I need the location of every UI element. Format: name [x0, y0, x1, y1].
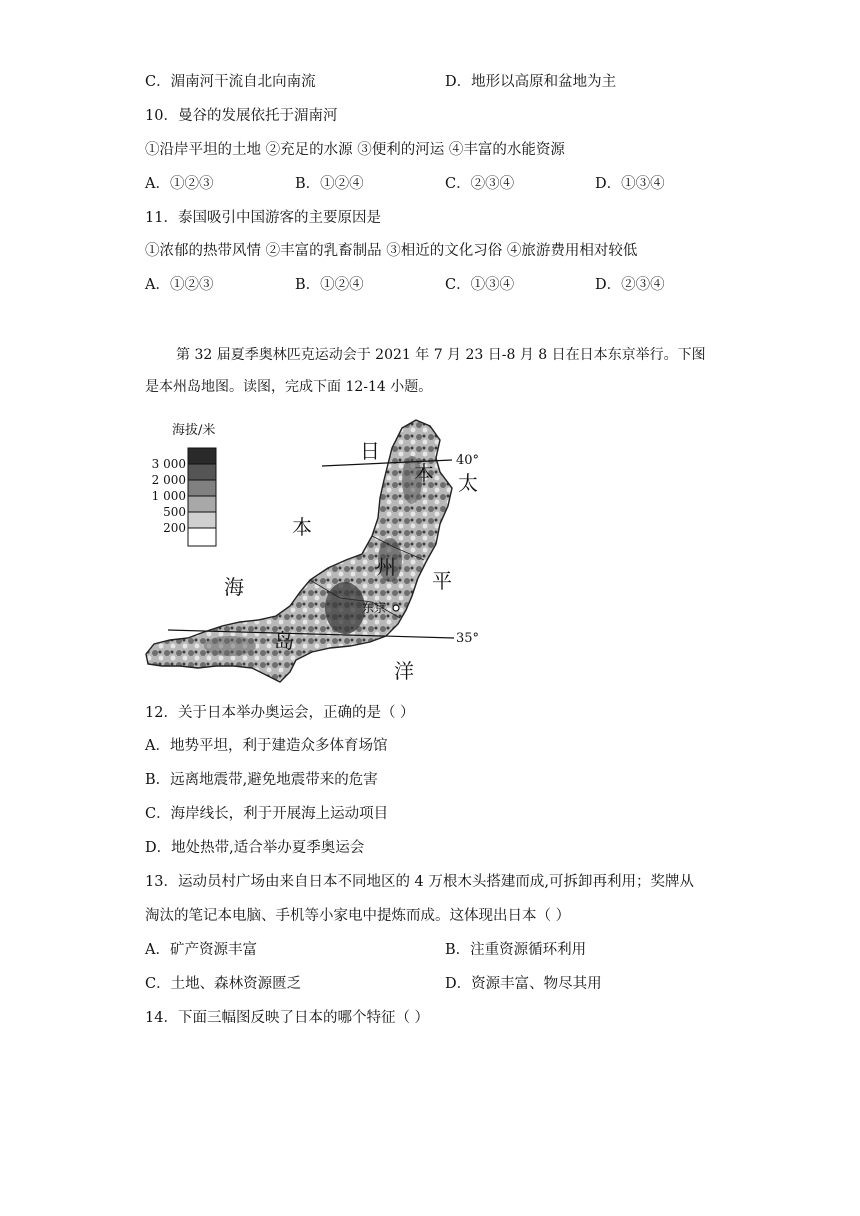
- q10-items: ①沿岸平坦的土地 ②充足的水源 ③便利的河运 ④丰富的水能资源: [145, 142, 565, 158]
- label-yang: 洋: [394, 659, 414, 683]
- legend-swatch-5: [188, 512, 216, 528]
- label-hai: 海: [224, 575, 244, 599]
- q13-option-b: B．注重资源循环利用: [445, 942, 587, 958]
- label-ben-pacific: 本: [414, 461, 434, 485]
- label-ping: 平: [432, 569, 452, 593]
- q10-stem: 10．曼谷的发展依托于湄南河: [145, 108, 338, 124]
- intro-line-1: 第 32 届夏季奥林匹克运动会于 2021 年 7 月 23 日-8 月 8 日在日本东京举行。下图: [176, 347, 706, 363]
- legend-level-500: 500: [163, 505, 186, 519]
- q13-option-c: C．土地、森林资源匮乏: [145, 976, 302, 992]
- q9-option-c: C．湄南河干流自北向南流: [145, 74, 316, 90]
- q12-stem: 12．关于日本举办奥运会，正确的是（ ）: [145, 705, 415, 721]
- q13-stem-line-2: 淘汰的笔记本电脑、手机等小家电中提炼而成。这体现出日本（ ）: [145, 908, 571, 924]
- q13-stem-line-1: 13．运动员村广场由来自日本不同地区的 4 万根木头搭建而成,可拆卸再利用；奖牌从: [145, 874, 695, 890]
- intro-line-2: 是本州岛地图。读图，完成下面 12-14 小题。: [145, 379, 433, 395]
- q10-option-a: A．①②③: [145, 176, 214, 192]
- q11-option-a: A．①②③: [145, 277, 214, 293]
- q9-option-d: D．地形以高原和盆地为主: [445, 74, 617, 90]
- q13-option-a: A．矿产资源丰富: [145, 942, 257, 958]
- q10-option-b: B．①②④: [295, 176, 364, 192]
- q10-option-d: D．①③④: [595, 176, 665, 192]
- q12-option-d: D．地处热带,适合举办夏季奥运会: [145, 840, 365, 856]
- legend-level-3000: 3 000: [151, 457, 186, 471]
- latitude-40-label: 40°: [456, 453, 480, 468]
- legend-swatch-1: [188, 448, 216, 464]
- legend-swatch-6: [188, 528, 216, 546]
- q14-stem: 14．下面三幅图反映了日本的哪个特征（ ）: [145, 1010, 430, 1026]
- legend-swatch-4: [188, 496, 216, 512]
- honshu-map: [140, 410, 500, 700]
- label-tai: 太: [458, 471, 478, 495]
- elevation-legend: [152, 448, 216, 546]
- q11-items: ①浓郁的热带风情 ②丰富的乳畜制品 ③相近的文化习俗 ④旅游费用相对较低: [145, 243, 638, 259]
- q11-option-d: D．②③④: [595, 277, 665, 293]
- label-dao: 岛: [274, 629, 294, 653]
- q12-option-c: C．海岸线长，利于开展海上运动项目: [145, 806, 389, 822]
- label-ri: 日: [360, 439, 380, 463]
- q11-option-b: B．①②④: [295, 277, 364, 293]
- legend-level-2000: 2 000: [151, 473, 186, 487]
- q12-option-b: B．远离地震带,避免地震带来的危害: [145, 772, 378, 788]
- legend-swatch-2: [188, 464, 216, 480]
- q11-option-c: C．①③④: [445, 277, 515, 293]
- q10-option-c: C．②③④: [445, 176, 515, 192]
- label-zhou: 州: [376, 555, 396, 579]
- q12-option-a: A．地势平坦，利于建造众多体育场馆: [145, 738, 388, 754]
- q13-option-d: D．资源丰富、物尽其用: [445, 976, 602, 992]
- q11-stem: 11．泰国吸引中国游客的主要原因是: [145, 210, 381, 226]
- legend-level-200: 200: [163, 521, 186, 535]
- legend-title: 海拔/米: [172, 423, 216, 438]
- tokyo-marker: [393, 605, 399, 611]
- tokyo-label: 东京: [362, 601, 387, 615]
- legend-swatch-3: [188, 480, 216, 496]
- legend-level-1000: 1 000: [151, 489, 186, 503]
- latitude-35-label: 35°: [456, 631, 480, 646]
- label-ben-sea: 本: [292, 515, 312, 539]
